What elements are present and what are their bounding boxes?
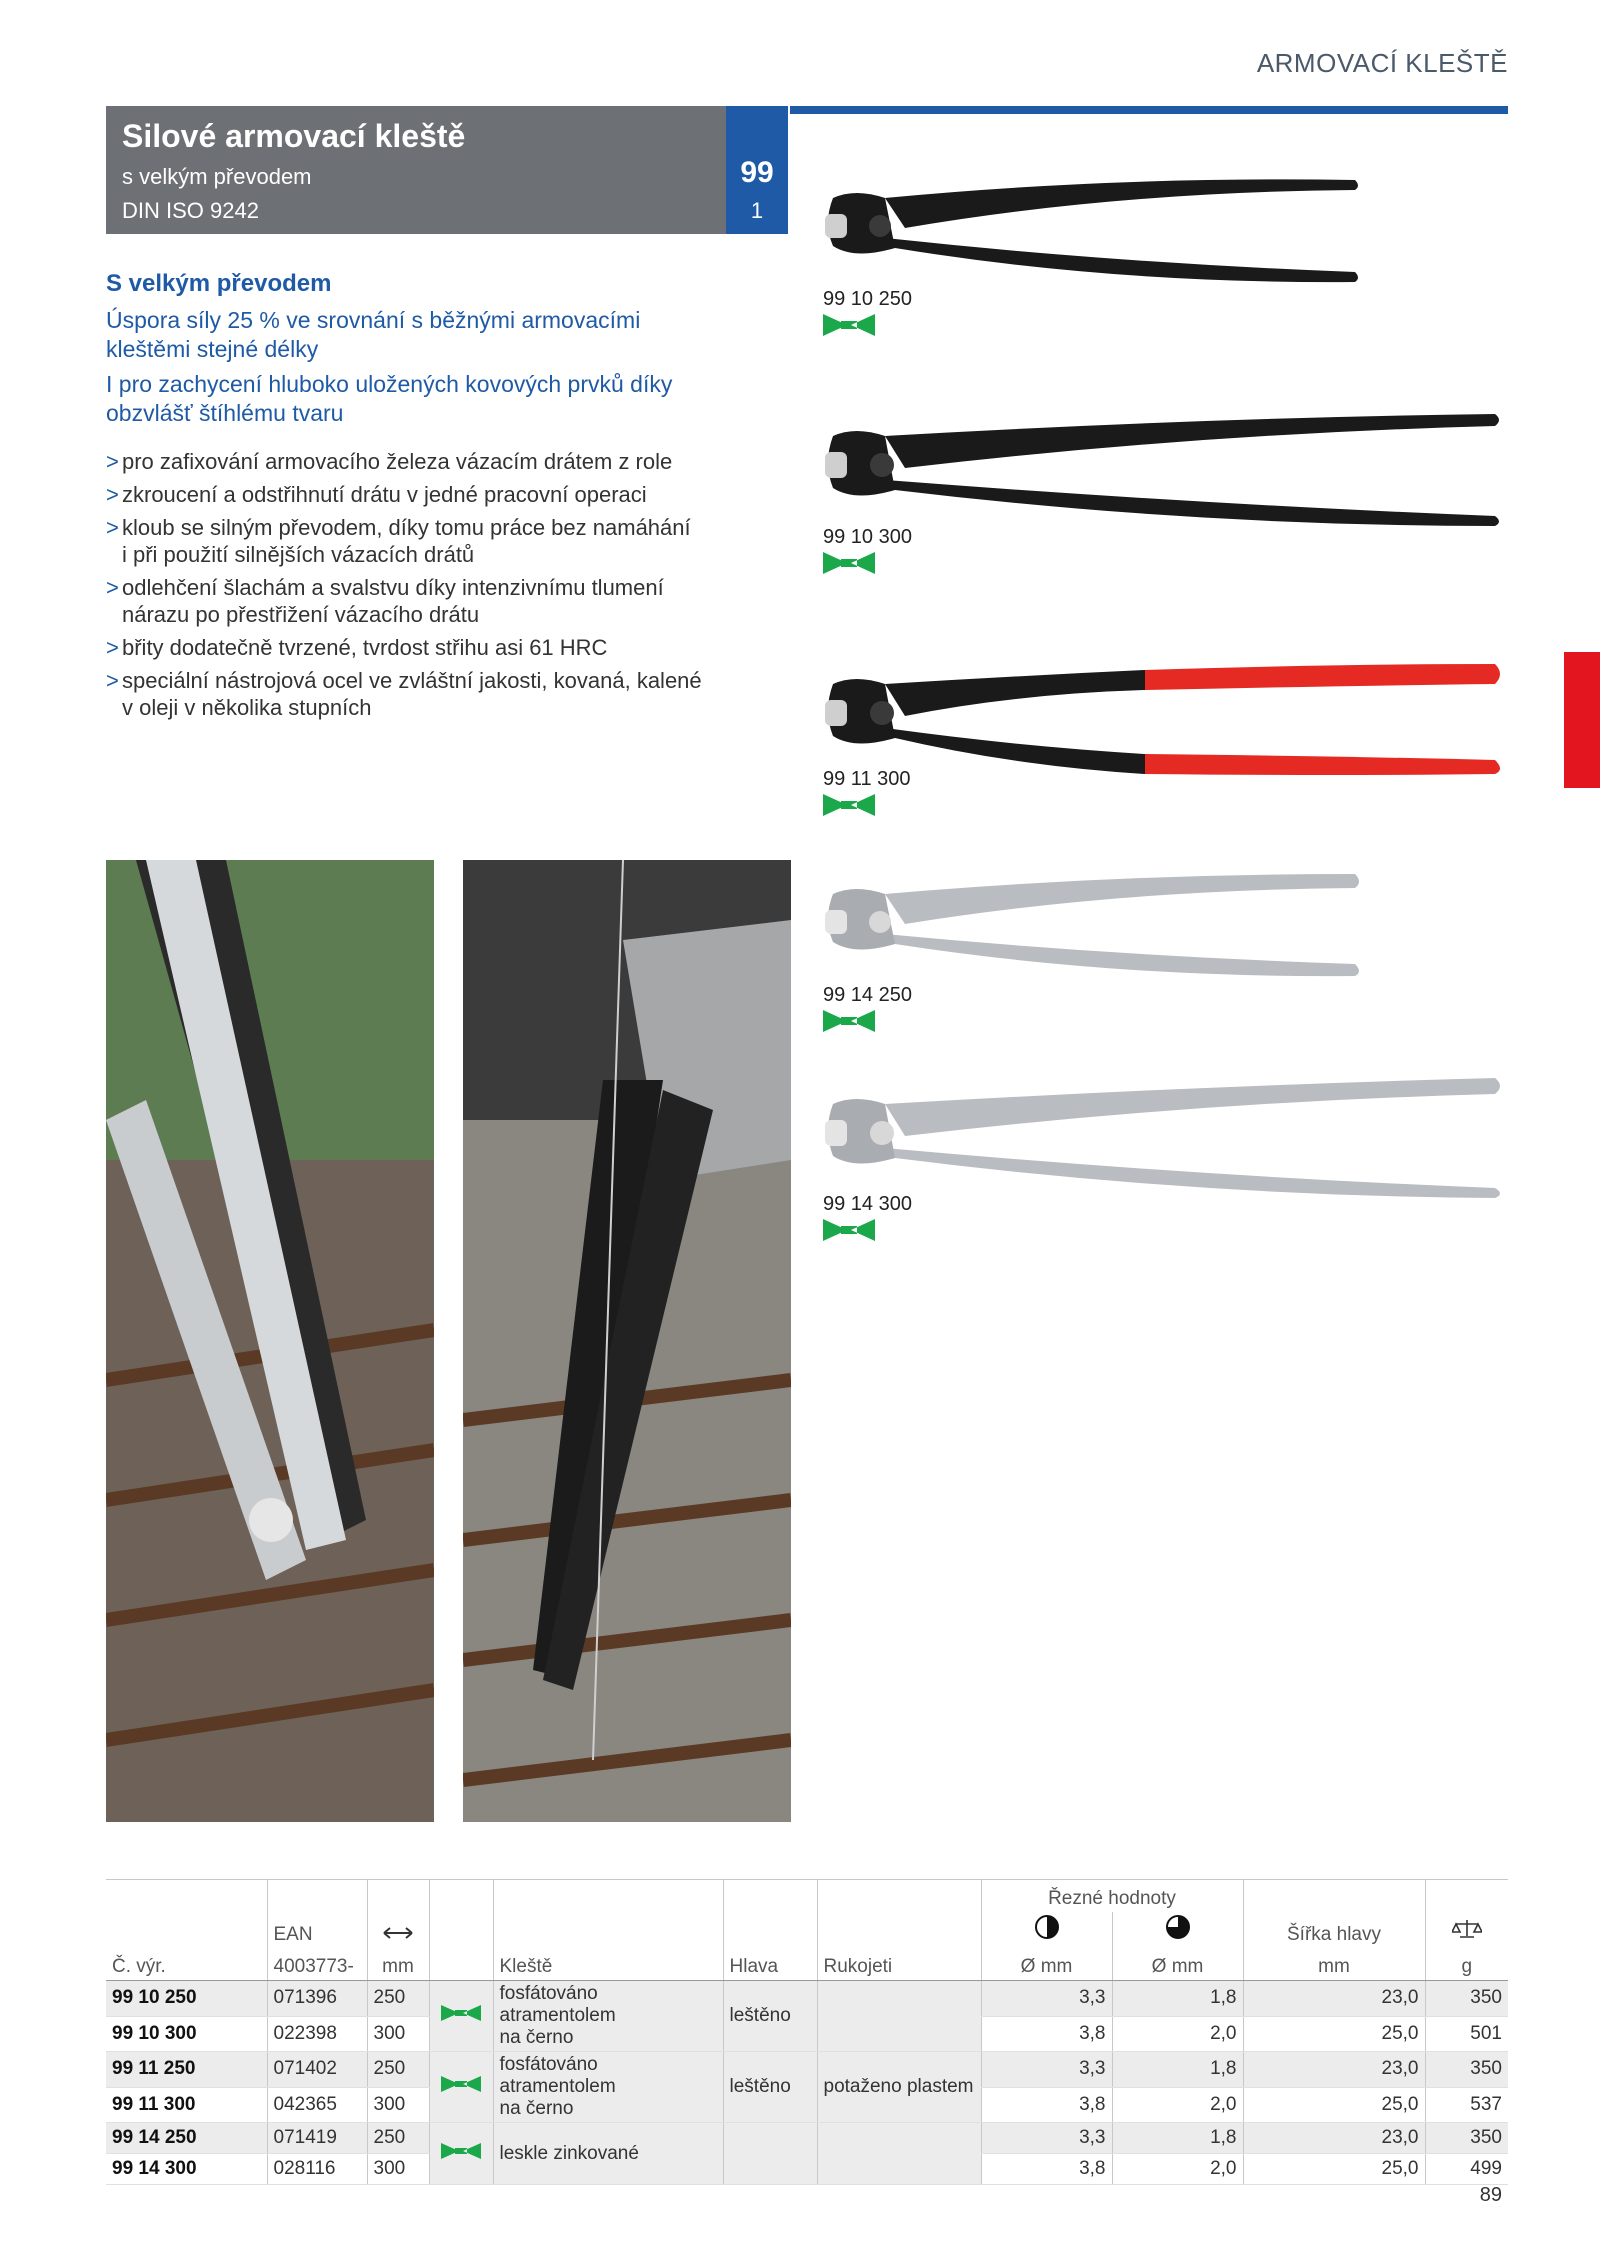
pliers-image-zinc-300 (815, 1072, 1515, 1202)
page-number: 89 (1479, 2184, 1502, 2206)
feature-item: > odlehčení šlachám a svalstvu díky intenzivnímu tlumení nárazu po přestřižení vázacího drátu (106, 575, 664, 627)
green-bowtie-icon (429, 1981, 493, 2052)
table-header-row (106, 1912, 1508, 1948)
double-arrow-icon (367, 1912, 429, 1948)
cut-hard-unit-header: Ø mm (1112, 1948, 1243, 1981)
green-bowtie-icon (823, 550, 875, 576)
product-code: 99 10 250 (823, 288, 912, 310)
green-bowtie-icon (823, 792, 875, 818)
feature-item: > kloub se silným převodem, díky tomu práce bez namáhání i při použití silnějších vázacích drátů (106, 515, 691, 567)
green-bowtie-icon (429, 2052, 493, 2123)
photo-illustration (463, 860, 791, 1822)
bullet-arrow-icon: > (106, 668, 119, 693)
page-title: Silové armovací kleště (122, 118, 466, 154)
table-row: 99 14 250 071419 250 leskle zinkované 3,3 1,8 23,0 350 (106, 2123, 1508, 2154)
length-header: mm (367, 1948, 429, 1981)
head-width-unit-header: mm (1243, 1948, 1425, 1981)
weight-header: g (1425, 1948, 1508, 1981)
pliers-header: Kleště (493, 1948, 723, 1981)
product-code: 99 11 300 (823, 768, 911, 790)
feature-item: > pro zafixování armovacího železa vázacím drátem z role (106, 449, 673, 474)
intro-line: kleštěmi stejné délky (106, 336, 319, 362)
table-header-row (106, 1880, 1508, 1913)
section-title: ARMOVACÍ KLEŠTĚ (1256, 48, 1508, 78)
bullet-arrow-icon: > (106, 575, 119, 600)
photo-illustration (106, 860, 434, 1822)
bullet-arrow-icon: > (106, 635, 119, 660)
head-header: Hlava (723, 1948, 817, 1981)
chapter-marker-tab (1564, 652, 1600, 788)
group-subnumber: 1 (750, 198, 764, 223)
product-group-tab (726, 106, 788, 234)
pliers-image-zinc-250 (815, 864, 1375, 984)
feature-list (106, 448, 706, 727)
bullet-arrow-icon: > (106, 482, 119, 507)
feature-item: > speciální nástrojová ocel ve zvláštní jakosti, kovaná, kalené v oleji v několika stupních (106, 668, 702, 720)
three-quarter-circle-icon (1112, 1912, 1243, 1948)
header-rule (790, 106, 1508, 114)
article-number-header: Č. výr. (106, 1948, 267, 1981)
product-code: 99 10 300 (823, 526, 912, 548)
cut-soft-unit-header: Ø mm (981, 1948, 1112, 1981)
group-number: 99 (740, 156, 774, 189)
table-row: 99 14 300 028116 300 3,8 2,0 25,0 499 (106, 2154, 1508, 2185)
product-header (106, 106, 726, 234)
ean-header: EAN (267, 1912, 367, 1948)
scale-icon (1425, 1912, 1508, 1948)
pliers-finish-cell: fosfátováno atramentolem na černo (493, 1981, 723, 2052)
specification-table (106, 1879, 1508, 2185)
green-bowtie-icon (823, 1008, 875, 1034)
table-row: 99 11 300 042365 300 3,8 2,0 25,0 537 (106, 2087, 1508, 2123)
table-row: 99 10 300 022398 300 3,8 2,0 25,0 501 (106, 2016, 1508, 2052)
pliers-image-black-300 (815, 408, 1515, 528)
pliers-finish-cell: fosfátováno atramentolem na černo (493, 2052, 723, 2123)
ean-prefix-header: 4003773- (267, 1948, 367, 1981)
green-bowtie-icon (429, 2123, 493, 2185)
half-circle-icon (981, 1912, 1112, 1948)
green-bowtie-icon (823, 1217, 875, 1243)
product-code: 99 14 250 (823, 984, 912, 1006)
intro-heading: S velkým převodem (106, 270, 332, 297)
head-width-header: Šířka hlavy (1243, 1912, 1425, 1948)
intro-line: I pro zachycení hluboko uložených kovových prvků díky (106, 371, 673, 397)
green-bowtie-icon (823, 312, 875, 338)
handles-header: Rukojeti (817, 1948, 981, 1981)
table-header-row (106, 1948, 1508, 1981)
pliers-finish-cell: leskle zinkované (493, 2123, 723, 2185)
feature-item: > břity dodatečně tvrzené, tvrdost střihu asi 61 HRC (106, 635, 608, 660)
product-code: 99 14 300 (823, 1193, 912, 1215)
application-photo-zinc-pliers (106, 860, 434, 1822)
cutting-values-header: Řezné hodnoty (981, 1880, 1243, 1913)
feature-item: > zkroucení a odstřihnutí drátu v jedné pracovní operaci (106, 482, 647, 507)
page-subtitle: s velkým převodem (122, 164, 312, 189)
standard-label: DIN ISO 9242 (122, 198, 259, 223)
bullet-arrow-icon: > (106, 515, 119, 540)
pliers-image-black-250 (815, 168, 1375, 288)
pliers-image-red-grip-300 (815, 656, 1515, 776)
intro-line: Úspora síly 25 % ve srovnání s běžnými armovacími (106, 307, 641, 333)
bullet-arrow-icon: > (106, 449, 119, 474)
intro-line: obzvlášť štíhlému tvaru (106, 400, 344, 426)
table-row: 99 11 250 071402 250 fosfátováno atramentolem na černo leštěno potaženo plastem 3,3 1,8 23,0 350 (106, 2052, 1508, 2088)
application-photo-black-pliers (463, 860, 791, 1822)
table-row: 99 10 250 071396 250 fosfátováno atramentolem na černo leštěno 3,3 1,8 23,0 350 (106, 1981, 1508, 2017)
